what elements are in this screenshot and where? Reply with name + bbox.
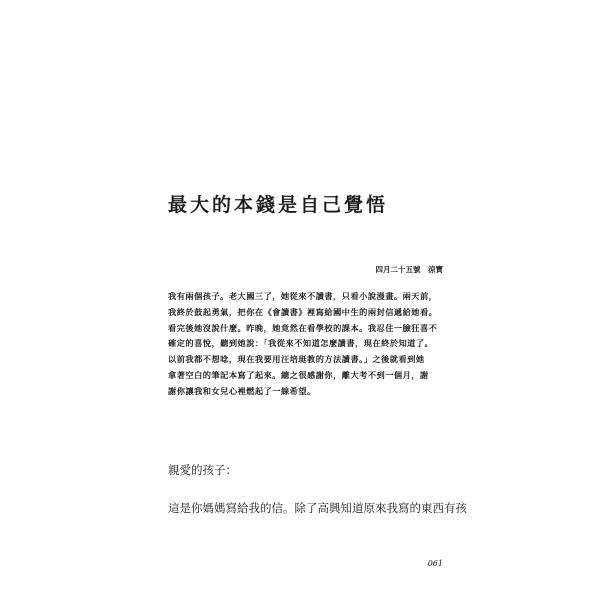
- excerpt-line: 以前我都不想唸，現在我要用汪培珽教的方法讀書。」之後就看到她: [168, 354, 425, 365]
- excerpt-line: 我有兩個孩子。老大國三了，她從來不讀書，只看小說漫畫。兩天前，: [168, 291, 438, 301]
- letter-salutation: 親愛的孩子：: [168, 463, 237, 477]
- excerpt-line: 謝你讓我和女兒心裡燃起了一線希望。: [168, 385, 316, 396]
- article-title: 最大的本錢是自己覺悟: [168, 194, 389, 216]
- excerpt-line: 看完後她沒說什麼。昨晚，她竟然在看學校的課本。我忍住一臉狂喜不: [168, 322, 438, 333]
- letter-body-line: 這是你媽媽寫給我的信。除了高興知道原來我寫的東西有孩: [168, 501, 467, 515]
- excerpt-line: 我終於鼓起勇氣，把你在《會讀書》裡寫給國中生的兩封信遞給她看。: [168, 306, 438, 317]
- excerpt-line: 拿著空白的筆記本寫了起來。總之很感謝你，離大考不到一個月，謝: [168, 369, 429, 380]
- reader-letter-excerpt: [168, 289, 443, 400]
- excerpt-line: 確定的喜悅，聽到她說：「我從來不知道怎麼讀書，現在終於知道了。: [168, 338, 434, 349]
- article-byline: 四月二十五號 涼寶: [375, 265, 443, 274]
- page-number: 061: [427, 559, 443, 568]
